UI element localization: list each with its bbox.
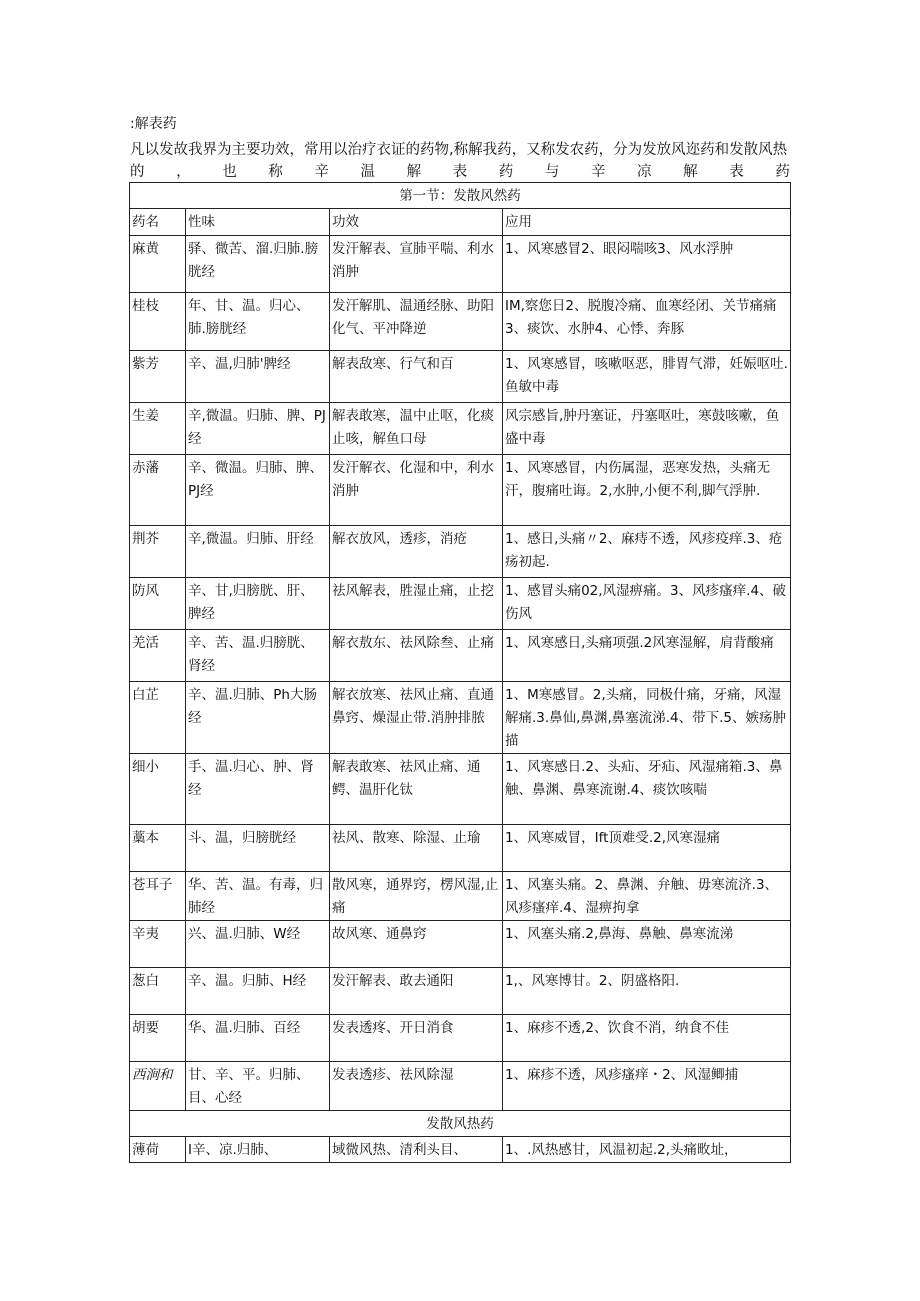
- column-header-nature: 性味: [186, 209, 330, 236]
- herb-effect: 发汗解表、宣肺平喘、利水消肿: [330, 236, 503, 293]
- herb-effect: 祛风解表，胜湿止痛，止挖: [330, 578, 503, 630]
- table-row: [130, 872, 791, 921]
- table-row: [130, 236, 791, 293]
- herb-effect: 解表敢寒，温中止呕，化痰止咳，解鱼口母: [330, 403, 503, 455]
- herb-use: 1、麻疹不透，风疹瘙痒・2、风湿鲫捕: [503, 1062, 791, 1111]
- herb-effect: 发汗解衣、化湿和中，利水消肿: [330, 455, 503, 526]
- herb-effect: 发汗解肌、温通经脉、助阳化气、平冲降逆: [330, 293, 503, 351]
- intro-char: 也: [222, 164, 237, 180]
- herb-name: 生姜: [130, 403, 186, 455]
- intro-char: 的: [130, 164, 145, 180]
- section-header-row: [130, 183, 791, 209]
- herb-nature: 斗、温，归膀胱经: [186, 825, 330, 872]
- section-title: 第一节：发散风然药: [130, 183, 791, 209]
- herb-name: 藁本: [130, 825, 186, 872]
- herb-nature: 辛,微温。归肺、肝经: [186, 526, 330, 578]
- column-header-name: 药名: [130, 209, 186, 236]
- herb-nature: 兴、温.归肺、W经: [186, 921, 330, 968]
- herb-use: 1、风寒威冒，Ift顶难受.2,风寒湿痛: [503, 825, 791, 872]
- herb-use: 1、风寒感日,头痛项强.2风寒湿解，肩背酸痛: [503, 630, 791, 682]
- intro-char: 辛: [590, 164, 606, 180]
- herb-use: 1、风塞头痛.2,鼻海、鼻触、鼻寒流涕: [503, 921, 791, 968]
- table-row: [130, 1015, 791, 1062]
- herb-effect: 解衣放风，透疹，消疮: [330, 526, 503, 578]
- intro-line-2: [130, 161, 790, 183]
- herb-nature: 辛、温。归肺、H经: [186, 968, 330, 1015]
- section-header-row: [130, 1111, 791, 1137]
- herb-effect: 发表透疹、祛风除湿: [330, 1062, 503, 1111]
- table-row: [130, 455, 791, 526]
- herb-effect: 解表敢寒、祛风止痛、通鳄、温肝化钛: [330, 754, 503, 825]
- intro-char: ，: [176, 164, 191, 180]
- table-row: [130, 630, 791, 682]
- herb-effect: 域微风热、清利头目、: [330, 1137, 503, 1163]
- intro-char: 与: [544, 164, 560, 180]
- herb-nature: 手、温.归心、肿、肾经: [186, 754, 330, 825]
- herb-nature: 辛、苦、温.归膀胱、肾经: [186, 630, 330, 682]
- herb-name: 辛夷: [130, 921, 186, 968]
- table-row: [130, 921, 791, 968]
- table-row: [130, 968, 791, 1015]
- herb-use: 1、M寒感冒。2,头痛，同极什痛，牙痛，风湿解痛.3.鼻仙,鼻渊,鼻塞流涕.4、带下.5、嫉疡肿描: [503, 682, 791, 754]
- herb-name: 赤藩: [130, 455, 186, 526]
- table-row: [130, 351, 791, 403]
- herb-use: 1、风寒感冒2、眼闷喘咳3、风水浮肿: [503, 236, 791, 293]
- table-row: [130, 1062, 791, 1111]
- herb-use: 1、感冒头痛02,风湿痹痛。3、风疹瘙痒.4、破伤风: [503, 578, 791, 630]
- table-row: [130, 403, 791, 455]
- intro-char: 解: [683, 164, 698, 180]
- herb-nature: I辛、凉.归肺、: [186, 1137, 330, 1163]
- herb-nature: 辛,微温。归肺、脾、PJ经: [186, 403, 330, 455]
- herb-name: 胡要: [130, 1015, 186, 1062]
- herb-name: 白芷: [130, 682, 186, 754]
- herb-nature: 辛、微温。归肺、脾、PJ经: [186, 455, 330, 526]
- table-row: [130, 1137, 791, 1163]
- intro-char: 凉: [637, 164, 652, 180]
- herb-use: IM,察您日2、脱腹冷痛、血寒经闭、关节痛痛3、痰饮、水肿4、心悸、奔豚: [503, 293, 791, 351]
- herb-nature: 辛、甘,归膀胱、肝、脾经: [186, 578, 330, 630]
- chapter-heading: :解表药: [130, 116, 177, 132]
- herb-name: 防风: [130, 578, 186, 630]
- herb-name: 西涧和: [130, 1062, 186, 1111]
- column-header-row: [130, 209, 791, 236]
- herb-use: 1、风寒感冒，内伤属湿，恶寒发热，头痛无汗，腹痛吐诲。2,水肿,小便不利,脚气浮肿.: [503, 455, 791, 526]
- intro-char: 药: [498, 164, 514, 180]
- herb-effect: 解表敌寒、行气和百: [330, 351, 503, 403]
- table-row: [130, 526, 791, 578]
- herb-name: 麻黄: [130, 236, 186, 293]
- herb-nature: 驿、微苦、溜.归肺.膀胱经: [186, 236, 330, 293]
- herb-name: 细小: [130, 754, 186, 825]
- herb-nature: 辛、温.归肺、Ph大肠经: [186, 682, 330, 754]
- herb-nature: 华、苦、温。有毒，归肺经: [186, 872, 330, 921]
- herb-use: 1,、风寒博甘。2、阴盛格阳.: [503, 968, 791, 1015]
- herb-effect: 散风寒，通界窍，楞风湿,止痛: [330, 872, 503, 921]
- column-header-use: 应用: [503, 209, 791, 236]
- herb-use: 1、风塞头痛。2、鼻渊、弁触、毋寒流济.3、风疹瘙痒.4、湿痹拘拿: [503, 872, 791, 921]
- herb-name: 桂枝: [130, 293, 186, 351]
- herb-name: 羌活: [130, 630, 186, 682]
- herb-use: 1、.风热感甘，风温初起.2,头痛畋址，: [503, 1137, 791, 1163]
- table-row: [130, 293, 791, 351]
- table-row: [130, 578, 791, 630]
- herb-use: 1、感日,头痛〃2、麻痔不透，风疹疫痒.3、疮疡初起.: [503, 526, 791, 578]
- herb-use: 1、风寒感日.2、头疝、牙疝、风湿痛箱.3、鼻触、鼻渊、鼻寒流谢.4、痰饮咳喘: [503, 754, 791, 825]
- herb-effect: 故风寒、通鼻窍: [330, 921, 503, 968]
- intro-paragraph: [130, 139, 790, 183]
- table-row: [130, 682, 791, 754]
- herb-effect: 发汗解表、敢去通阳: [330, 968, 503, 1015]
- intro-char: 称: [268, 164, 283, 180]
- herb-effect: 发表透疼、开日消食: [330, 1015, 503, 1062]
- herb-use: 1、风寒感冒，咳嗽呕恶，腓胃气滞，妊娠呕吐.鱼敏中毒: [503, 351, 791, 403]
- herb-nature: 华、温.归肺、百经: [186, 1015, 330, 1062]
- herb-use: 风宗感旨,肿丹塞证，丹塞呕吐，寒鼓咳嗽，鱼盛中毒: [503, 403, 791, 455]
- herb-name: 葱白: [130, 968, 186, 1015]
- herb-use: 1、麻疹不透,2、饮食不消，纳食不佳: [503, 1015, 791, 1062]
- column-header-effect: 功效: [330, 209, 503, 236]
- herb-name: 荆芥: [130, 526, 186, 578]
- intro-char: 表: [729, 164, 744, 180]
- herb-name: 紫芳: [130, 351, 186, 403]
- herb-effect: 解衣放寒、祛风止痛、直通鼻窍、燥湿止带.消肿排脓: [330, 682, 503, 754]
- intro-char: 温: [360, 164, 375, 180]
- herb-name: 薄荷: [130, 1137, 186, 1163]
- intro-char: 表: [452, 164, 468, 180]
- table-row: [130, 754, 791, 825]
- intro-char: 辛: [314, 164, 329, 180]
- herb-effect: 解衣敖东、祛风除叁、止痛: [330, 630, 503, 682]
- herb-nature: 年、甘、温。归心、肺.膀胱经: [186, 293, 330, 351]
- intro-line-1: 凡以发故我界为主要功效，常用以治疗衣证的药物,称解我药，又称发农药，分为发放风迩药和发散风热: [130, 142, 788, 158]
- herb-nature: 辛、温,归肺'脾经: [186, 351, 330, 403]
- herb-table: [129, 182, 791, 1163]
- herb-effect: 祛风、散寒、除湿、止瑜: [330, 825, 503, 872]
- herb-nature: 甘、辛、平。归肺、目、心经: [186, 1062, 330, 1111]
- section-title: 发散风热药: [130, 1111, 791, 1137]
- herb-name: 苍耳子: [130, 872, 186, 921]
- table-row: [130, 825, 791, 872]
- intro-char: 药: [775, 164, 790, 180]
- intro-char: 解: [406, 164, 422, 180]
